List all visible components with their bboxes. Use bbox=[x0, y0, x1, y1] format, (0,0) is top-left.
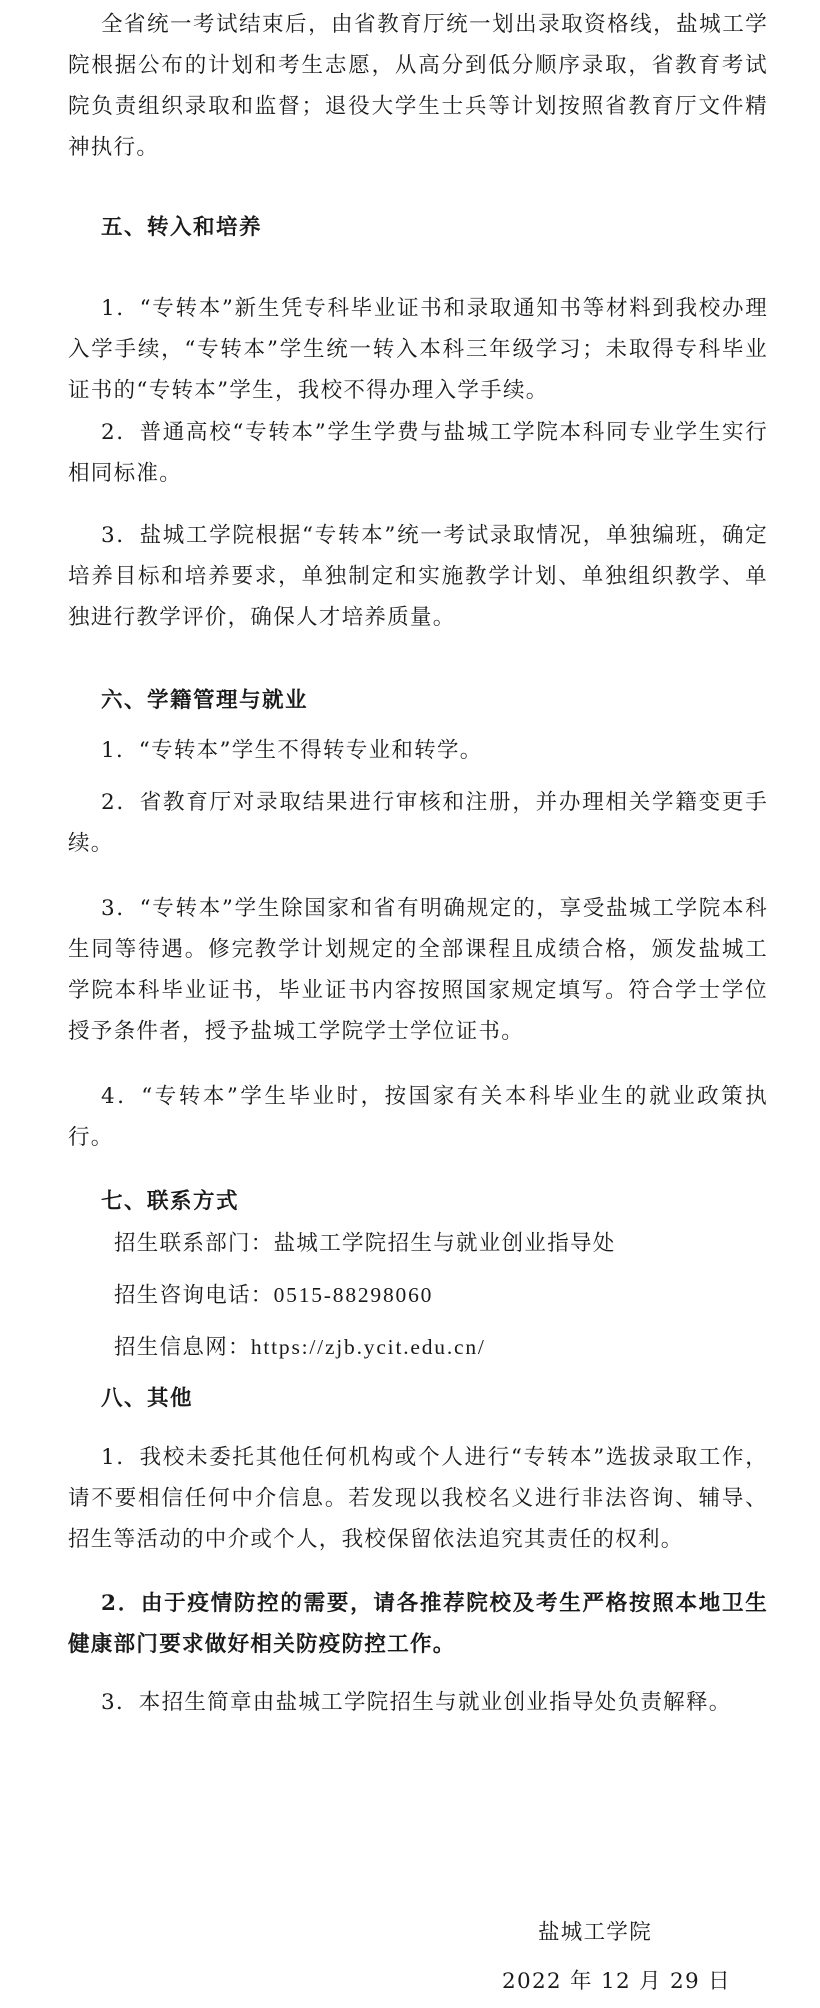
contact-website-value: https://zjb.ycit.edu.cn/ bbox=[250, 1335, 486, 1359]
contact-website-label: 招生信息网： bbox=[114, 1335, 251, 1360]
section-7-heading: 七、联系方式 bbox=[101, 1189, 240, 1214]
section-6-item-3: 3．“专转本”学生除国家和省有明确规定的，享受盐城工学院本科生同等待遇。修完教学计划规定的全部课程且成绩合格，颁发盐城工学院本科毕业证书，毕业证书内容按照国家规定填写。符合学士学位授予条件者，授予盐城工学院学士学位证书。 bbox=[68, 896, 768, 1044]
contact-phone bbox=[114, 1275, 433, 1316]
contact-phone-value: 0515-88298060 bbox=[273, 1283, 434, 1307]
section-6-item-4: 4．“专转本”学生毕业时，按国家有关本科毕业生的就业政策执行。 bbox=[68, 1084, 768, 1150]
section-5-heading: 五、转入和培养 bbox=[101, 215, 263, 240]
section-6-item-2: 2．省教育厅对录取结果进行审核和注册，并办理相关学籍变更手续。 bbox=[68, 790, 768, 856]
section-8-heading: 八、其他 bbox=[101, 1386, 194, 1411]
section-6-heading: 六、学籍管理与就业 bbox=[101, 688, 309, 713]
signature-date: 2022 年 12 月 29 日 bbox=[502, 1969, 731, 1994]
intro-paragraph: 全省统一考试结束后，由省教育厅统一划出录取资格线，盐城工学院根据公布的计划和考生志愿，从高分到低分顺序录取，省教育考试院负责组织录取和监督；退役大学生士兵等计划按照省教育厅文件精神执行。 bbox=[68, 12, 768, 160]
contact-department bbox=[114, 1223, 616, 1264]
section-8-item-3: 3．本招生简章由盐城工学院招生与就业创业指导处负责解释。 bbox=[101, 1690, 732, 1715]
signature-organization: 盐城工学院 bbox=[538, 1920, 653, 1945]
contact-department-value: 盐城工学院招生与就业创业指导处 bbox=[273, 1231, 616, 1256]
contact-phone-label: 招生咨询电话： bbox=[114, 1283, 274, 1308]
contact-website bbox=[114, 1327, 486, 1368]
section-5-item-3: 3．盐城工学院根据“专转本”统一考试录取情况，单独编班，确定培养目标和培养要求，单独制定和实施教学计划、单独组织教学、单独进行教学评价，确保人才培养质量。 bbox=[68, 523, 768, 630]
section-8-item-2: 2．由于疫情防控的需要，请各推荐院校及考生严格按照本地卫生健康部门要求做好相关防疫防控工作。 bbox=[68, 1591, 768, 1657]
section-5-item-2: 2．普通高校“专转本”学生学费与盐城工学院本科同专业学生实行相同标准。 bbox=[68, 420, 768, 486]
section-6-item-1: 1．“专转本”学生不得转专业和转学。 bbox=[101, 738, 483, 763]
section-5-item-1: 1．“专转本”新生凭专科毕业证书和录取通知书等材料到我校办理入学手续，“专转本”学生统一转入本科三年级学习；未取得专科毕业证书的“专转本”学生，我校不得办理入学手续。 bbox=[68, 296, 768, 403]
contact-department-label: 招生联系部门： bbox=[114, 1231, 274, 1256]
section-8-item-1: 1．我校未委托其他任何机构或个人进行“专转本”选拔录取工作，请不要相信任何中介信息。若发现以我校名义进行非法咨询、辅导、招生等活动的中介或个人，我校保留依法追究其责任的权利。 bbox=[68, 1445, 768, 1552]
